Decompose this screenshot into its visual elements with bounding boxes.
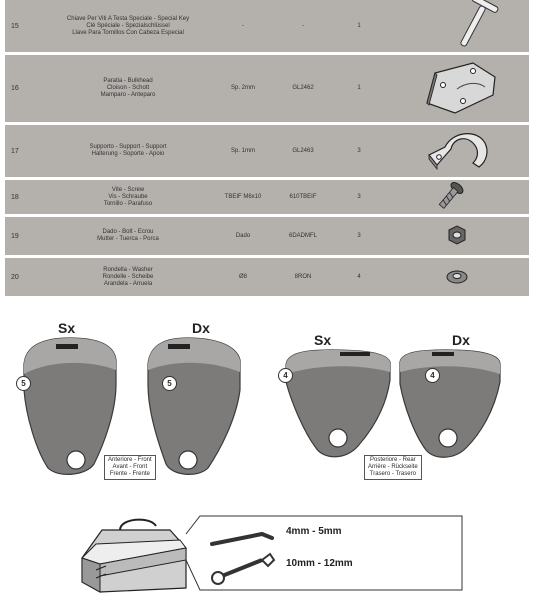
label-line: Posteriore - Rear — [370, 457, 416, 463]
mounting-diagram — [0, 320, 534, 500]
label-line: Anteriore - Front — [108, 457, 152, 463]
part-code: GL2463 — [292, 147, 314, 154]
right-sx-label: Sx — [314, 332, 332, 348]
left-sx-label: Sx — [58, 320, 76, 336]
part-qty: 3 — [357, 193, 361, 200]
desc-line: Dado - Bolt - Ecrou — [102, 229, 154, 235]
step-badge: 5 — [16, 376, 31, 391]
left-plate-dx — [148, 338, 240, 474]
part-spec: Dado — [235, 232, 251, 239]
part-description — [53, 180, 203, 214]
bulkhead-plate-icon — [415, 55, 525, 122]
desc-line: Llave Para Tornillos Con Cabeza Especial — [72, 29, 184, 36]
table-row — [5, 55, 529, 122]
desc-line: Halterung - Soporte - Apoio — [91, 151, 165, 157]
desc-line: Chiave Per Viti A Testa Speciale - Special Key — [66, 15, 190, 22]
part-spec: Sp. 2mm — [230, 85, 255, 91]
desc-line: Vis - Schraube — [108, 193, 148, 200]
left-dx-label: Dx — [192, 320, 210, 336]
part-code: GL2462 — [292, 85, 314, 91]
part-qty: 1 — [357, 85, 361, 91]
part-code: 610TBEIF — [289, 193, 317, 200]
special-key-icon — [415, 0, 525, 52]
part-qty: 3 — [357, 147, 361, 154]
part-number: 16 — [11, 85, 19, 92]
right-dx-label: Dx — [452, 332, 470, 348]
part-spec: Ø8 — [238, 273, 247, 280]
support-bracket-icon — [415, 125, 525, 177]
part-description — [53, 55, 203, 122]
table-row — [5, 180, 529, 214]
desc-line: Paratia - Bulkhead — [103, 78, 153, 84]
desc-line: Clé Spéciale - Spezialschlüssel — [86, 22, 170, 29]
rear-label — [364, 455, 422, 480]
step-badge: 4 — [425, 368, 440, 383]
screw-icon — [415, 180, 525, 214]
combination-wrench-icon — [212, 554, 274, 584]
step-badge: 5 — [162, 376, 177, 391]
part-number: 18 — [11, 193, 19, 201]
right-plate-dx — [400, 350, 500, 457]
desc-line: Rondella - Washer — [103, 266, 153, 273]
part-description — [53, 0, 203, 52]
tools-section — [0, 500, 534, 600]
table-row — [5, 0, 529, 52]
desc-line: Supporto - Support - Support — [89, 144, 167, 150]
part-qty: 1 — [357, 22, 361, 29]
desc-line: Mutter - Tuerca - Porca — [97, 236, 159, 242]
part-code: - — [302, 22, 304, 29]
hex-key-sizes: 4mm - 5mm — [286, 526, 342, 537]
washer-icon — [415, 258, 525, 296]
part-description — [53, 125, 203, 177]
desc-line: Cloison - Schott — [106, 85, 150, 91]
left-plate-sx — [24, 338, 116, 474]
part-description — [53, 217, 203, 255]
desc-line: Arandela - Arruela — [103, 280, 153, 287]
part-spec: - — [242, 22, 244, 29]
table-row — [5, 258, 529, 296]
table-row — [5, 217, 529, 255]
part-qty: 3 — [357, 232, 361, 239]
desc-line: Mamparo - Anteparo — [100, 92, 156, 98]
label-line: Frente - Frente — [109, 471, 150, 477]
label-line: Avant - Front — [112, 464, 148, 470]
desc-line: Rondelle - Scheibe — [102, 273, 154, 280]
label-line: Trasero - Trasero — [369, 471, 416, 477]
part-code: 6DADMFL — [288, 232, 317, 239]
part-qty: 4 — [357, 273, 361, 280]
part-number: 17 — [11, 147, 19, 155]
desc-line: Vite - Screw — [111, 186, 145, 193]
table-row — [5, 125, 529, 177]
part-code: 8RON — [294, 273, 312, 280]
toolbox-icon — [82, 520, 186, 592]
step-badge: 4 — [278, 368, 293, 383]
part-spec: TBEIF M6x10 — [224, 193, 262, 200]
part-number: 19 — [11, 232, 19, 240]
part-description — [53, 258, 203, 296]
front-label — [104, 455, 156, 480]
nut-icon — [415, 217, 525, 255]
part-number: 20 — [11, 273, 19, 281]
desc-line: Tornillo - Parafuso — [103, 200, 153, 207]
part-spec: Sp. 1mm — [230, 147, 255, 154]
part-number: 15 — [11, 22, 19, 30]
label-line: Arrière - Rückseite — [368, 464, 418, 470]
right-plate-sx — [286, 350, 390, 457]
wrench-sizes: 10mm - 12mm — [286, 558, 353, 569]
hex-key-icon — [212, 534, 272, 544]
